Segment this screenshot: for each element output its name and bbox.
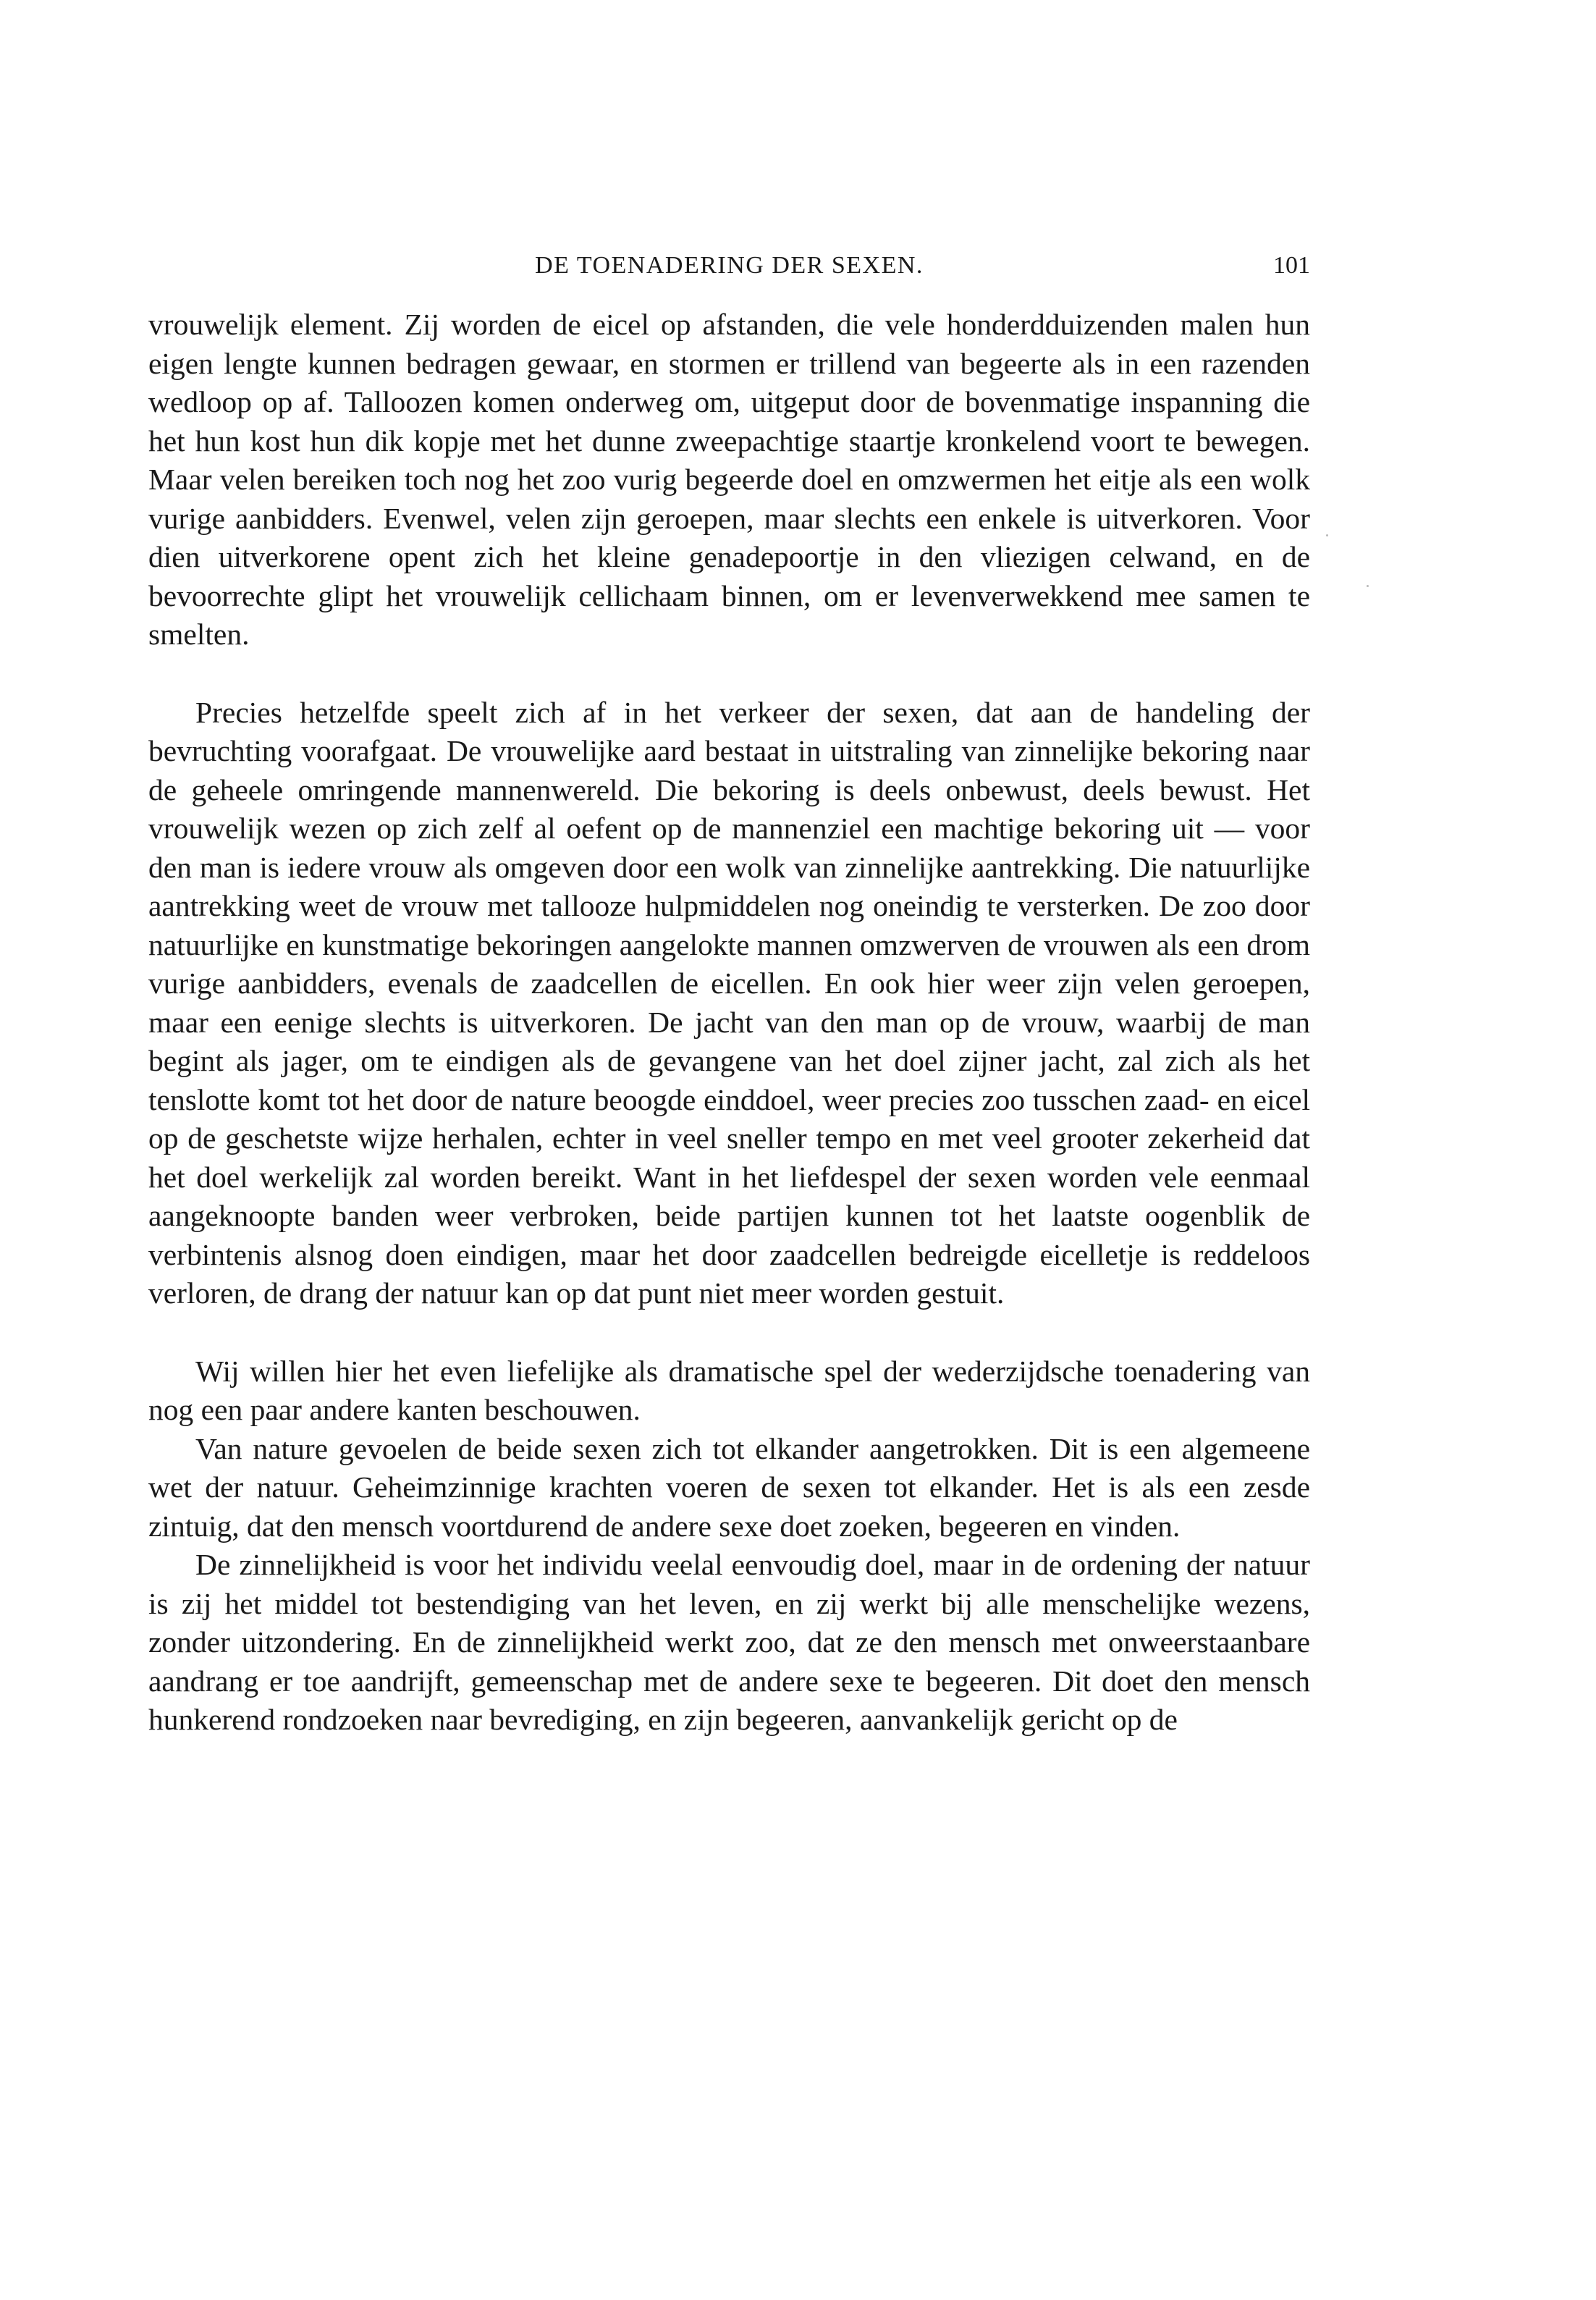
paragraph: De zinnelijkheid is voor het individu veelal eenvoudig doel, maar in de ordening der natuur is zij het middel tot bestendiging van het leven, en zij werkt bij alle menschelijke wezens, zonder uitzondering. En de zinnelijkheid werkt zoo, dat ze den mensch met onweerstaanbare aandrang er toe aandrijft, gemeenschap met de andere sexe te begeeren. Dit doet den mensch hunkerend rondzoeken naar bevrediging, en zijn begeeren, aanvankelijk gericht op de	[148, 1548, 1310, 1736]
running-head	[148, 248, 1310, 284]
scan-speck	[1367, 585, 1369, 587]
paragraph-continued: vrouwelijk element. Zij worden de eicel op afstanden, die vele honderdduizenden malen hun eigen lengte kunnen bedragen gewaar, en stormen er trillend van begeerte als in een razenden wedloop op af. Talloozen komen onderweg om, uitgeput door de bovenmatige inspanning die het hun kost hun dik kopje met het dunne zweepachtige staartje kronkelend voort te bewegen. Maar velen bereiken toch nog het zoo vurig begeerde doel en omzwermen het eitje als een wolk vurige aanbidders. Evenwel, velen zijn geroepen, maar slechts een enkele is uitverkoren. Voor dien uitverkorene opent zich het kleine genadepoortje in den vliezigen celwand, en de bevoorrechte glipt het vrouwelijk cellichaam binnen, om er levenverwekkend mee samen te smelten.	[148, 308, 1310, 651]
running-title: DE TOENADERING DER SEXEN.	[535, 252, 924, 279]
paragraph: Precies hetzelfde speelt zich af in het verkeer der sexen, dat aan de handeling der bevruchting voorafgaat. De vrouwelijke aard bestaat in uitstraling van zinnelijke bekoring naar de geheele omringende mannenwereld. Die bekoring is deels onbewust, deels bewust. Het vrouwelijk wezen op zich zelf al oefent op de mannenziel een machtige bekoring uit — voor den man is iedere vrouw als omgeven door een wolk van zinnelijke aantrekking. Die natuurlijke aantrekking weet de vrouw met tallooze hulpmiddelen nog oneindig te versterken. De zoo door natuurlijke en kunstmatige bekoringen aangelokte mannen omzwerven de vrouwen als een drom vurige aanbidders, evenals de zaadcellen de eicellen. En ook hier weer zijn velen geroepen, maar een eenige slechts is uitverkoren. De jacht van den man op de vrouw, waarbij de man begint als jager, om te eindigen als de gevangene van het doel zijner jacht, zal zich als het tenslotte komt tot het door de nature beoogde einddoel, weer precies zoo tusschen zaad- en eicel op de geschetste wijze herhalen, echter in veel sneller tempo en met veel grooter zekerheid dat het doel werkelijk zal worden bereikt. Want in het liefdespel der sexen worden vele eenmaal aangeknoopte banden weer verbroken, beide partijen kunnen tot het laatste oogenblik de verbintenis alsnog doen eindigen, maar het door zaadcellen bedreigde eicelletje is reddeloos verloren, de drang der natuur kan op dat punt niet meer worden gestuit.	[148, 695, 1310, 1310]
page-number: 101	[1273, 252, 1310, 279]
paragraph: Van nature gevoelen de beide sexen zich tot elkander aangetrokken. Dit is een algemeene wet der natuur. Geheimzinnige krachten voeren de sexen tot elkander. Het is als een zesde zintuig, dat den mensch voortdurend de andere sexe doet zoeken, begeeren en vinden.	[148, 1431, 1310, 1543]
scan-speck	[1326, 534, 1328, 536]
paragraph: Wij willen hier het even liefelijke als dramatische spel der wederzijdsche toenadering van nog een paar andere kanten beschouwen.	[148, 1354, 1310, 1426]
body-text	[148, 306, 1310, 1740]
